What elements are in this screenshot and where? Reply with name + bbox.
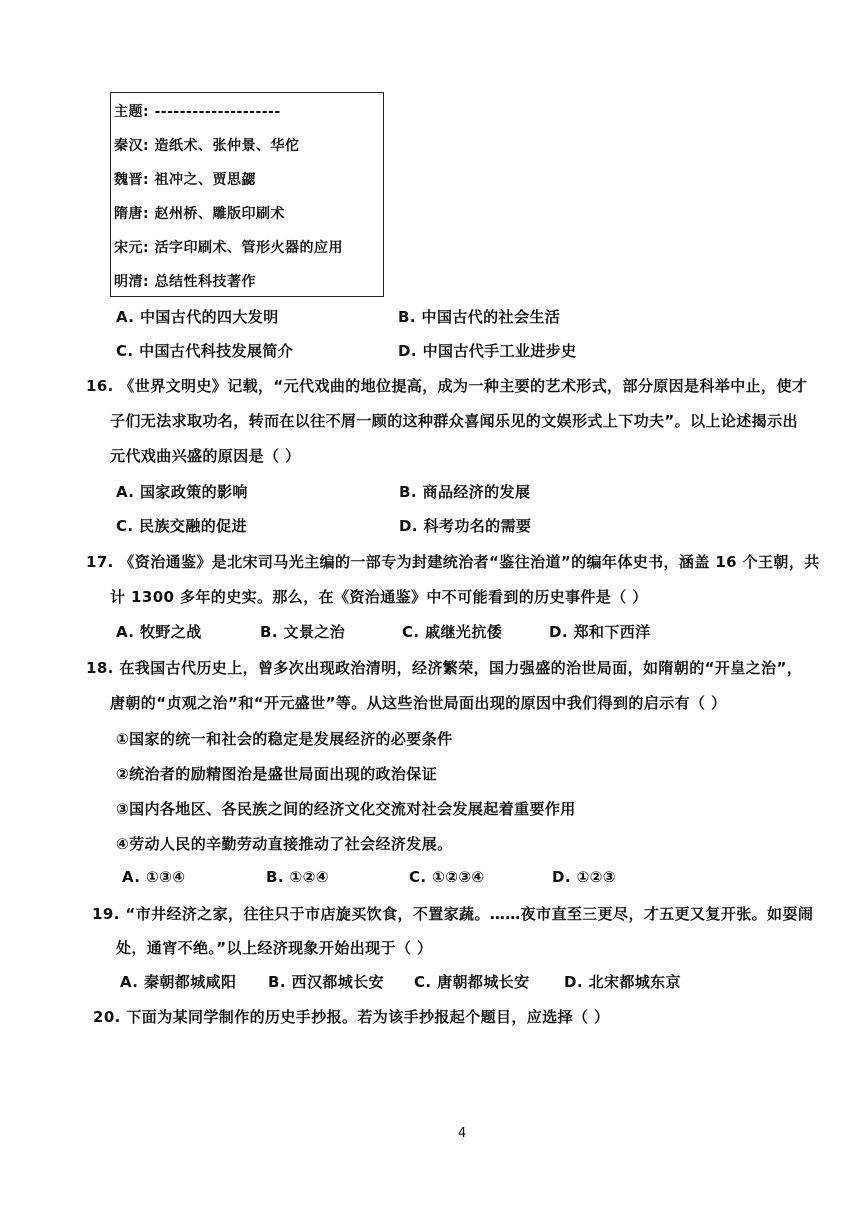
wei-jin-line: 魏晋: 祖冲之、贾思勰: [114, 172, 256, 188]
q16-option-c: C. 民族交融的促进: [116, 517, 247, 535]
sui-tang-line: 隋唐: 赵州桥、雕版印刷术: [114, 206, 285, 222]
q16-stem-line-1: 16. 《世界文明史》记载，“元代戏曲的地位提高，成为一种主要的艺术形式，部分原因是科举中止，使才: [86, 377, 808, 395]
q15-option-b: B. 中国古代的社会生活: [398, 308, 561, 326]
q20-stem: 20. 下面为某同学制作的历史手抄报。若为该手抄报起个题目，应选择（ ）: [93, 1008, 610, 1026]
q18-statement-3: ③国内各地区、各民族之间的经济文化交流对社会发展起着重要作用: [116, 800, 576, 818]
topic-line: 主题: --------------------: [114, 104, 281, 120]
q17-option-a: A. 牧野之战: [116, 623, 202, 641]
q15-option-d: D. 中国古代手工业进步史: [398, 342, 577, 360]
q17-stem-line-1: 17. 《资治通鉴》是北宋司马光主编的一部专为封建统治者“鉴往治道”的编年体史书，涵盖 16 个王朝，共: [86, 553, 820, 571]
q15-option-a: A. 中国古代的四大发明: [116, 308, 279, 326]
q17-option-d: D. 郑和下西洋: [549, 623, 651, 641]
q18-stem-line-1: 18. 在我国古代历史上，曾多次出现政治清明，经济繁荣，国力强盛的治世局面，如隋朝的“开皇之治”，: [86, 659, 803, 677]
q17-option-b: B. 文景之治: [260, 623, 346, 641]
q18-stem-line-2: 唐朝的“贞观之治”和“开元盛世”等。从这些治世局面出现的原因中我们得到的启示有（ ）: [110, 694, 727, 712]
q18-option-d: D. ①②③: [552, 868, 616, 886]
q18-statement-1: ①国家的统一和社会的稳定是发展经济的必要条件: [116, 730, 453, 748]
q18-statement-4: ④劳动人民的辛勤劳动直接推动了社会经济发展。: [116, 835, 453, 853]
q18-option-c: C. ①②③④: [409, 868, 485, 886]
q17-stem-line-2: 计 1300 多年的史实。那么，在《资治通鉴》中不可能看到的历史事件是（ ）: [110, 588, 648, 606]
q18-statement-2: ②统治者的励精图治是盛世局面出现的政治保证: [116, 765, 438, 783]
q17-option-c: C. 戚继光抗倭: [402, 623, 503, 641]
topic-box: [110, 92, 384, 297]
q15-option-c: C. 中国古代科技发展简介: [116, 342, 294, 360]
q16-stem-line-2: 子们无法求取功名，转而在以往不屑一顾的这种群众喜闻乐见的文娱形式上下功夫”。以上论述揭示出: [110, 412, 798, 430]
qin-han-line: 秦汉: 造纸术、张仲景、华佗: [114, 138, 300, 154]
q19-stem-line-1: 19. “市井经济之家，往往只于市店旋买饮食，不置家蔬。……夜市直至三更尽，才五更又复开张。如耍闹: [92, 905, 814, 923]
q19-option-a: A. 秦朝都城咸阳: [120, 973, 237, 991]
q16-stem-line-3: 元代戏曲兴盛的原因是（ ）: [110, 447, 301, 465]
song-yuan-line: 宋元: 活字印刷术、管形火器的应用: [114, 240, 343, 256]
q19-stem-line-2: 处，通宵不绝。”以上经济现象开始出现于（ ）: [116, 939, 433, 957]
q19-option-c: C. 唐朝都城长安: [414, 973, 530, 991]
page-number: 4: [458, 1126, 467, 1141]
ming-qing-line: 明清: 总结性科技著作: [114, 274, 256, 290]
q16-option-d: D. 科考功名的需要: [399, 517, 532, 535]
q19-option-d: D. 北宋都城东京: [564, 973, 681, 991]
q16-option-a: A. 国家政策的影响: [116, 483, 248, 501]
q18-option-b: B. ①②④: [266, 868, 329, 886]
q16-option-b: B. 商品经济的发展: [399, 483, 531, 501]
q19-option-b: B. 西汉都城长安: [268, 973, 384, 991]
q18-option-a: A. ①③④: [122, 868, 186, 886]
